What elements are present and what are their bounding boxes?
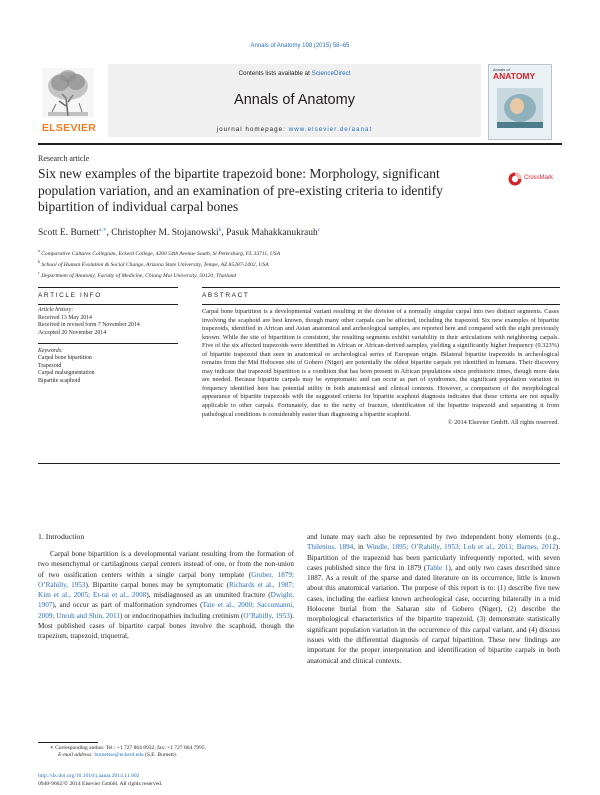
citation-link[interactable]: Richards et al., 1987; Kim et al., 2005; Et-tai et al., 2008 [38,580,295,600]
cover-title-text: ANATOMY [493,71,536,81]
citation-link[interactable]: Table 1 [426,563,449,572]
sciencedirect-link[interactable]: ScienceDirect [311,70,351,77]
keyword: Trapezoid [38,362,62,369]
article-info-top-rule [38,287,178,288]
paragraph-text: ), and only two cases described since 1887. As a result of the sparse and dated literature on its occurrence, little is known about this anatomical variation. The purpose of this report is to: (1) describe five new cases, including the earliest known archeological case, occurring bilaterally in a mid Holocene burial from the Saharan site of Gobero (Niger), (2) describe the morphological characteristics of the bipartite trapezoid, (3) demonstrate statistically significant population variation in the occurrence of this carpal variant, and (4) discuss issues with the differential diagnosis of carpal bipartition. These new findings are important for the proper interpretation and identification of bipartite carpals in both anatomical and clinical contexts. [307,563,560,665]
author-list: Scott E. Burnett$^{a,∗}$, Christopher M. Stojanowski$^b$, Pasuk Mahakkanukrauh$^c$ [38,227,321,239]
abstract-text: Carpal bone bipartition is a developmental variant resulting in the division of a normally singular carpal into two distinct segments. Cases involving the scaphoid are best known, though many other carpals can be affected, including the trapezoid. Six new examples of bipartite trapezoids, identified in African and Asian anatomical and archeological samples, are reported here and compared with the eight previously known. While the site of bipartition is consistent, the resulting segments exhibit variability in their articulations with neighboring carpals. Five of the six affected trapezoids were identified in African or African-derived samples, yielding a significantly higher frequency (0.323%) of bipartite trapezoid than seen in anatomical or archeological series of European origin. Bilateral bipartite trapezoids in archeological remains from the Mid Holocene site of Gobero (Niger) are potentially the oldest bipartite carpals yet identified in humans. Their discovery may indicate that trapezoid bipartition is a condition that has been present in African populations since prehistoric times, though more data are needed. Because bipartite carpals may be symptomatic and can occur as part of syndromes, the significant population variation in frequency identified here has potential utility in both anatomical and clinical contexts. However, a comparison of the morphological appearance of bipartite trapezoids with the suggested criteria for bipartite scaphoid diagnosis indicates that these criteria are not equally applicable to other carpals. Fortunately, due to the rarity of fracture, identification of the bipartite trapezoid and separating it from pathological conditions is considerably easier than diagnosing a bipartite scaphoid. [202,308,559,418]
journal-homepage-line [108,126,481,133]
affiliation-a: $^a$ Comparative Cultures Collegium, Eckerd College, 4200 54th Avenue South, St Petersburg, FL 33711, USA [38,248,281,257]
footnote-rule [38,742,98,743]
email-note: E-mail address: burnettse@eckerd.edu (S.E. Burnett). [58,752,178,759]
article-type: Research article [38,154,90,163]
homepage-prefix: journal homepage: [216,126,289,133]
author-3[interactable]: Pasuk Mahakkanukrauh [226,228,318,239]
paragraph-text: ). Most published cases of bipartite carpal bones involve the scaphoid, though the trapezium, trapezoid, triquetral, [38,611,294,641]
citation-link[interactable]: Tate et al., 2000; Saccomanni, 2009; Unruh and Shin, 2011 [38,601,294,620]
author-3-affil[interactable]: c [317,227,321,233]
abstract-heading: ABSTRACT [202,292,250,299]
keyword: Bipartite scaphoid [38,378,81,385]
citation-link[interactable]: Gruber, 1879; O’Rahilly, 1953 [38,570,294,589]
article-title: Six new examples of the bipartite trapezoid bone: Morphology, significant population variation, and an examination of pre-existing criteria to identify bipartition of individual carpal bones [38,166,443,214]
affiliation-b: $^b$ School of Human Evolution & Social Change, Arizona State University, Tempe, AZ 85287-2402, USA [38,259,269,268]
paragraph-text: ). Bipartition of the trapezoid has been particularly infrequently reported, with seven cases published since the first in 1879 ( [307,543,560,572]
article-info [38,307,178,386]
abstract-top-rule [202,287,560,288]
corresponding-author-note: ∗ Corresponding author. Tel.: +1 727 864 8932; fax: +1 727 864 7995. [50,745,206,751]
paragraph-text: Carpal bone bipartition is a developmental variant resulting from the formation of two mesenchymal or cartilaginous carpal centers instead of one, or from the non-union of two ossification centers within a single carpal bony template ( [38,550,294,579]
abstract-bottom-rule [38,463,560,464]
journal-reference[interactable]: Annals of Anatomy 198 (2015) 58–65 [250,43,350,49]
author-2-affil[interactable]: b [218,227,222,233]
keyword: Carpal malsegmentation [38,370,95,377]
citation-link[interactable]: Thilenius, 1894 [307,543,354,552]
author-1-affil[interactable]: a,∗ [98,227,107,233]
abstract-copyright: © 2014 Elsevier GmbH. All rights reserved. [447,419,559,427]
abstract-body [202,308,559,428]
doi-block [38,773,338,788]
affiliation-c: $^c$ Department of Anatomy, Faculty of Medicine, Chiang Mai University, 50120, Thailand [38,270,237,279]
citation-link[interactable]: Windle, 1895; O’Rahilly, 1953; Loh et al., 2011; Barnes, 2012 [366,543,556,552]
cover-top-text: Annals of [493,67,510,72]
history-received: Received 13 May 2014 [38,314,92,321]
intro-left-column [38,549,294,642]
intro-right-column [307,532,560,666]
keywords-label: Keywords: [38,347,63,354]
elsevier-logo-text: ELSEVIER [41,122,97,134]
author-2[interactable]: Christopher M. Stojanowski [111,228,219,239]
email-link[interactable]: burnettse@eckerd.edu [94,752,144,759]
article-info-heading: ARTICLE INFO [38,292,102,299]
contents-prefix: Contents lists available at [238,70,312,77]
issn-line: 0940-9602/© 2014 Elsevier GmbH. All rights reserved. [38,780,163,787]
history-revised: Received in revised form 7 November 2014 [38,322,140,329]
paragraph-text: and lunate may each also be represented by two independent bony elements (e.g., [307,533,560,541]
citation-link[interactable]: Dwight, 1907 [38,591,294,610]
citation-link[interactable]: O’Rahilly, 1953 [243,611,290,620]
crossmark-label: CrossMark [524,175,554,181]
paragraph-text: ) or endocrinopathies including cretinism ( [119,611,244,620]
keyword: Carpal bone bipartition [38,355,92,362]
history-accepted: Accepted 20 November 2014 [38,329,107,336]
history-label: Article history: [38,307,74,313]
contents-available-line [108,70,481,77]
affiliations [38,247,558,280]
paragraph-text: ), and occur as part of malformation syndromes ( [52,601,203,610]
author-1[interactable]: Scott E. Burnett [38,228,99,239]
journal-title: Annals of Anatomy [234,92,355,108]
paragraph-text: ). Bipartite carpal bones may be symptomatic ( [85,580,230,589]
crossmark-icon [508,172,522,186]
paragraph-text: ), misdiagnosed as an ununited fracture ( [146,591,271,600]
journal-cover-thumbnail[interactable] [488,64,552,140]
doi-link[interactable]: http://dx.doi.org/10.1016/j.aanat.2014.11.002 [38,773,140,779]
header-divider [38,143,562,145]
homepage-link[interactable]: www.elsevier.de/aanat [288,126,373,133]
footnotes [50,745,350,759]
section-heading-introduction: 1. Introduction [38,532,85,541]
paragraph-text: , in [353,543,367,552]
crossmark-badge[interactable] [508,172,558,186]
cover-illustration-icon [497,88,543,128]
elsevier-tree-icon [42,68,94,118]
